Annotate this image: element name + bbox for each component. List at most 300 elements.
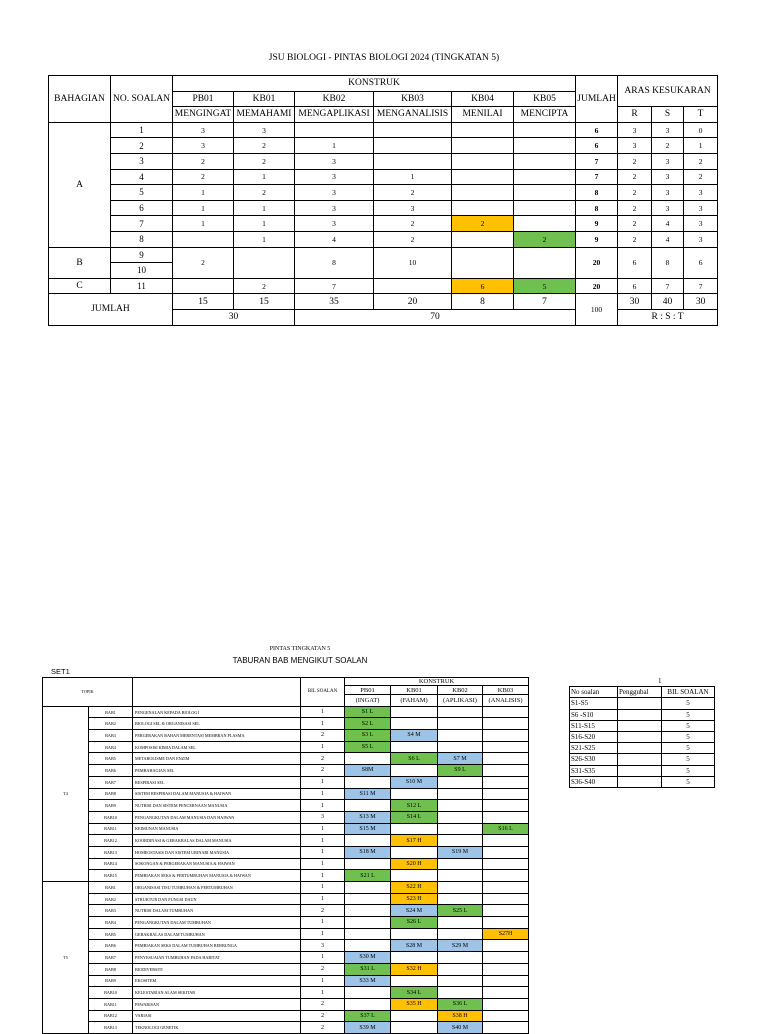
- bab-cell: BAB15: [89, 870, 133, 882]
- table-row: [43, 917, 529, 929]
- question-cell: [483, 893, 529, 905]
- jumlah-cell: 7: [576, 153, 618, 169]
- konstruk-cell: [374, 153, 452, 169]
- bab-cell: BAB8: [89, 963, 133, 975]
- question-cell: S13 M: [345, 811, 391, 823]
- aras-r-cell: 6: [618, 247, 652, 278]
- total-cell: 20: [374, 294, 452, 310]
- question-cell: S18 M: [345, 846, 391, 858]
- question-cell: [438, 811, 483, 823]
- topic-cell: TEKNOLOGI GENETIK: [133, 1022, 301, 1034]
- question-cell: [483, 800, 529, 812]
- bab-cell: BAB7: [89, 952, 133, 964]
- question-cell: [391, 870, 438, 882]
- konstruk-cell: 4: [295, 231, 374, 247]
- side-header: BIL SOALAN: [662, 687, 715, 698]
- total-jumlah: 100: [576, 294, 618, 325]
- bil-cell: 2: [301, 730, 345, 742]
- total-label: JUMLAH: [49, 294, 173, 325]
- konstruk-cell: 1: [234, 231, 295, 247]
- question-cell: [438, 741, 483, 753]
- aras-t-cell: 2: [684, 153, 718, 169]
- topic-cell: PENGANGKUTAN DALAM MANUSIA DAN HAIWAN: [133, 811, 301, 823]
- question-cell: [483, 858, 529, 870]
- aras-r-cell: 6: [618, 278, 652, 294]
- bil-cell: 2: [301, 963, 345, 975]
- side-bil: 5: [662, 720, 715, 731]
- bab-cell: BAB5: [89, 753, 133, 765]
- table-row: [43, 893, 529, 905]
- aras-r-cell: 2: [618, 200, 652, 216]
- jumlah-cell: 20: [576, 278, 618, 294]
- side-bil: 5: [662, 743, 715, 754]
- side-bil: 5: [662, 765, 715, 776]
- bab-cell: BAB7: [89, 776, 133, 788]
- topic-cell: SOKONGAN & PERGERAKAN MANUSIA & HAIWAN: [133, 858, 301, 870]
- topic-cell: BIODIVERSITI: [133, 963, 301, 975]
- konstruk-cell: [374, 138, 452, 154]
- bil-cell: 1: [301, 952, 345, 964]
- aras-s-cell: 3: [652, 122, 684, 138]
- aras-t-cell: 3: [684, 231, 718, 247]
- question-cell: [391, 1010, 438, 1022]
- question-cell: [345, 940, 391, 952]
- bil-cell: 1: [301, 893, 345, 905]
- aras-t-cell: 3: [684, 200, 718, 216]
- jumlah-cell: 20: [576, 247, 618, 278]
- bab-cell: BAB4: [89, 741, 133, 753]
- pintas-subtitle: TABURAN BAB MENGIKUT SOALAN: [232, 656, 368, 665]
- question-cell: S11 M: [345, 788, 391, 800]
- question-cell: [483, 917, 529, 929]
- topic-cell: BIOLOGI SEL & ORGANISASI SEL: [133, 718, 301, 730]
- bil-cell: 3: [301, 940, 345, 952]
- side-penggubal: [618, 765, 662, 776]
- question-no: 6: [111, 200, 173, 216]
- header-jumlah: JUMLAH: [576, 76, 618, 123]
- topic-cell: PEMBIAKAN SEKS DALAM TUMBUHAN BERBUNGA: [133, 940, 301, 952]
- bil-cell: 1: [301, 928, 345, 940]
- konstruk-cell: [452, 185, 514, 201]
- question-cell: S30 M: [345, 952, 391, 964]
- side-bil: 5: [662, 776, 715, 787]
- table-row: [43, 776, 529, 788]
- side-penggubal: [618, 776, 662, 787]
- question-cell: [483, 882, 529, 894]
- question-cell: S27H: [483, 928, 529, 940]
- question-cell: [438, 730, 483, 742]
- bil-cell: 1: [301, 800, 345, 812]
- question-cell: [483, 741, 529, 753]
- header-bil: BIL SOALAN: [301, 678, 345, 707]
- total-r: 30: [618, 294, 652, 310]
- konstruk-cell: 2: [452, 216, 514, 232]
- table-row: [43, 963, 529, 975]
- konstruk-cell: [452, 169, 514, 185]
- bab-cell: BAB9: [89, 975, 133, 987]
- question-cell: [438, 893, 483, 905]
- aras-s-cell: 3: [652, 153, 684, 169]
- side-penggubal: [618, 698, 662, 709]
- question-cell: [345, 893, 391, 905]
- table-row: [43, 905, 529, 917]
- header-bahagian: BAHAGIAN: [49, 76, 111, 123]
- question-cell: S15 M: [345, 823, 391, 835]
- side-bil: 5: [662, 754, 715, 765]
- bab-cell: BAB14: [89, 858, 133, 870]
- konstruk-cell: [514, 138, 576, 154]
- konstruk-cell: [374, 122, 452, 138]
- header-level: MENILAI: [452, 107, 514, 123]
- topic-cell: KEIMUNAN MANUSIA: [133, 823, 301, 835]
- konstruk-cell: 1: [173, 185, 234, 201]
- bil-cell: 1: [301, 718, 345, 730]
- topic-cell: HOMEOSTASIS DAN SISTEM URINARI MANUSIA: [133, 846, 301, 858]
- question-cell: [345, 753, 391, 765]
- konstruk-cell: 2: [374, 216, 452, 232]
- konstruk-cell: [452, 231, 514, 247]
- document-title: JSU BIOLOGI - PINTAS BIOLOGI 2024 (TINGKATAN 5): [268, 53, 500, 63]
- topic-cell: KOMPOSISI KIMIA DALAM SEL: [133, 741, 301, 753]
- question-cell: [438, 776, 483, 788]
- question-cell: [483, 846, 529, 858]
- question-cell: [438, 928, 483, 940]
- header-level: MENGINGAT: [173, 107, 234, 123]
- question-cell: [483, 753, 529, 765]
- bil-cell: 2: [301, 905, 345, 917]
- konstruk-cell: [234, 247, 295, 278]
- konstruk-cell: [514, 169, 576, 185]
- header-konstruk: KONSTRUK: [345, 678, 529, 686]
- side-row: [570, 776, 715, 787]
- konstruk-cell: 1: [234, 216, 295, 232]
- header-level: (INGAT): [345, 695, 391, 707]
- topic-cell: PENYESUAIAN TUMBUHAN PADA HABITAT: [133, 952, 301, 964]
- table-row: [43, 975, 529, 987]
- question-no: 8: [111, 231, 173, 247]
- konstruk-cell: 2: [234, 185, 295, 201]
- header-code: PB01: [345, 686, 391, 695]
- aras-r-cell: 2: [618, 216, 652, 232]
- question-cell: [391, 952, 438, 964]
- question-cell: S26 L: [391, 917, 438, 929]
- konstruk-cell: [452, 200, 514, 216]
- header-code: KB03: [483, 686, 529, 695]
- side-row: [570, 720, 715, 731]
- question-cell: [391, 788, 438, 800]
- konstruk-cell: 3: [234, 122, 295, 138]
- bab-cell: BAB10: [89, 811, 133, 823]
- topic-cell: PERGERAKAN BAHAN MERENTASI MEMBRAN PLASMA: [133, 730, 301, 742]
- group-label: T4: [43, 706, 89, 881]
- side-bil: 5: [662, 731, 715, 742]
- bab-cell: BAB12: [89, 835, 133, 847]
- question-cell: S19 M: [438, 846, 483, 858]
- question-cell: [483, 718, 529, 730]
- side-row: [570, 743, 715, 754]
- bab-cell: BAB1: [89, 706, 133, 718]
- bil-cell: 1: [301, 823, 345, 835]
- aras-s-cell: 3: [652, 200, 684, 216]
- aras-r-cell: 2: [618, 153, 652, 169]
- question-cell: S29 M: [438, 940, 483, 952]
- jumlah-cell: 6: [576, 138, 618, 154]
- table-row: [43, 730, 529, 742]
- bil-cell: 2: [301, 765, 345, 777]
- header-level: (FAHAM): [391, 695, 438, 707]
- question-cell: [438, 882, 483, 894]
- bil-cell: 2: [301, 753, 345, 765]
- question-cell: [345, 905, 391, 917]
- side-range: S1-S5: [570, 698, 618, 709]
- side-penggubal: [618, 720, 662, 731]
- aras-t-cell: 7: [684, 278, 718, 294]
- table-row: [43, 835, 529, 847]
- question-no: 7: [111, 216, 173, 232]
- question-cell: [438, 858, 483, 870]
- topic-cell: STRUKTUR DAN FUNGSI DAUN: [133, 893, 301, 905]
- aras-s-cell: 2: [652, 138, 684, 154]
- aras-t-cell: 0: [684, 122, 718, 138]
- question-cell: S28 M: [391, 940, 438, 952]
- question-cell: [438, 788, 483, 800]
- table-row: [43, 1010, 529, 1022]
- header-code: KB05: [514, 91, 576, 107]
- question-cell: S37 L: [345, 1010, 391, 1022]
- bil-cell: 1: [301, 858, 345, 870]
- question-cell: S5 L: [345, 741, 391, 753]
- question-cell: S33 M: [345, 975, 391, 987]
- header-code: KB01: [234, 91, 295, 107]
- header-code: KB04: [452, 91, 514, 107]
- konstruk-cell: [514, 185, 576, 201]
- aras-s-cell: 8: [652, 247, 684, 278]
- jumlah-cell: 9: [576, 231, 618, 247]
- question-cell: [483, 765, 529, 777]
- side-range: S36-S40: [570, 776, 618, 787]
- question-cell: S36 L: [438, 998, 483, 1010]
- question-cell: [391, 823, 438, 835]
- konstruk-cell: 2: [173, 169, 234, 185]
- side-bil: 5: [662, 698, 715, 709]
- konstruk-cell: 5: [514, 278, 576, 294]
- topic-cell: NUTRISI DAN SISTEM PENCERNAAN MANUSIA: [133, 800, 301, 812]
- question-cell: S4 M: [391, 730, 438, 742]
- konstruk-cell: 7: [295, 278, 374, 294]
- bab-cell: BAB3: [89, 730, 133, 742]
- question-cell: [391, 975, 438, 987]
- topic-cell: SISTEM RESPIRASI DALAM MANUSIA & HAIWAN: [133, 788, 301, 800]
- side-range: S11-S15: [570, 720, 618, 731]
- bab-cell: BAB10: [89, 987, 133, 999]
- question-no: 2: [111, 138, 173, 154]
- question-cell: S14 L: [391, 811, 438, 823]
- question-cell: [483, 940, 529, 952]
- jumlah-cell: 9: [576, 216, 618, 232]
- topic-cell: KOORDINASI & GERAKBALAS DALAM MANUSIA: [133, 835, 301, 847]
- bab-cell: BAB8: [89, 788, 133, 800]
- header-level: (APLIKASI): [438, 695, 483, 707]
- table-row: [43, 987, 529, 999]
- question-cell: [391, 741, 438, 753]
- bab-cell: BAB1: [89, 882, 133, 894]
- question-cell: [345, 835, 391, 847]
- total-cell: 15: [173, 294, 234, 310]
- question-cell: S12 L: [391, 800, 438, 812]
- section-label: A: [49, 122, 111, 247]
- topic-cell: GERAKBALAS DALAM TUMBUHAN: [133, 928, 301, 940]
- question-cell: [483, 1010, 529, 1022]
- side-bil: 5: [662, 709, 715, 720]
- bab-cell: BAB11: [89, 823, 133, 835]
- question-cell: S8M: [345, 765, 391, 777]
- side-row: [570, 754, 715, 765]
- question-cell: S25 L: [438, 905, 483, 917]
- question-cell: S20 H: [391, 858, 438, 870]
- jsu-table: [48, 75, 718, 326]
- aras-s-cell: 4: [652, 216, 684, 232]
- table-row: [43, 811, 529, 823]
- question-cell: [438, 835, 483, 847]
- konstruk-cell: 1: [374, 169, 452, 185]
- question-cell: [483, 730, 529, 742]
- question-no: 3: [111, 153, 173, 169]
- topic-cell: RESPIRASI SEL: [133, 776, 301, 788]
- table-row: [43, 788, 529, 800]
- question-no: 10: [111, 263, 173, 279]
- total-cell: 35: [295, 294, 374, 310]
- question-cell: [438, 870, 483, 882]
- set-label: SET1: [51, 667, 70, 676]
- header-code: KB01: [391, 686, 438, 695]
- bil-cell: 1: [301, 975, 345, 987]
- question-cell: [483, 963, 529, 975]
- header-code: KB02: [438, 686, 483, 695]
- total-cell: 7: [514, 294, 576, 310]
- konstruk-cell: 2: [173, 153, 234, 169]
- section-label: C: [49, 278, 111, 294]
- bab-cell: BAB2: [89, 893, 133, 905]
- topic-cell: VARIASI: [133, 1010, 301, 1022]
- side-range: S6 -S10: [570, 709, 618, 720]
- side-penggubal: [618, 731, 662, 742]
- konstruk-cell: [514, 153, 576, 169]
- total-t: 30: [684, 294, 718, 310]
- konstruk-cell: [295, 122, 374, 138]
- konstruk-cell: 2: [374, 231, 452, 247]
- question-cell: [438, 975, 483, 987]
- section-label: B: [49, 247, 111, 278]
- question-cell: S35 H: [391, 998, 438, 1010]
- bil-cell: 1: [301, 870, 345, 882]
- question-cell: [345, 998, 391, 1010]
- question-cell: S21 L: [345, 870, 391, 882]
- question-cell: S39 M: [345, 1022, 391, 1034]
- aras-s-cell: 3: [652, 185, 684, 201]
- konstruk-cell: 2: [173, 247, 234, 278]
- side-range: S26-S30: [570, 754, 618, 765]
- aras-r-cell: 2: [618, 231, 652, 247]
- question-cell: [438, 718, 483, 730]
- topic-cell: PENGANGKUTAN DALAM TUMBUHAN: [133, 917, 301, 929]
- table-row: [43, 753, 529, 765]
- question-cell: [483, 776, 529, 788]
- header-aras: ARAS KESUKARAN: [618, 76, 718, 107]
- question-cell: S22 H: [391, 882, 438, 894]
- question-cell: S24 M: [391, 905, 438, 917]
- konstruk-cell: 3: [173, 122, 234, 138]
- header-topik: TOPIK: [43, 678, 133, 707]
- question-cell: [438, 963, 483, 975]
- bil-cell: 2: [301, 1022, 345, 1034]
- side-header: No soalan: [570, 687, 618, 698]
- table-row: [43, 928, 529, 940]
- total-cell: 15: [234, 294, 295, 310]
- question-cell: S7 M: [438, 753, 483, 765]
- konstruk-cell: 3: [295, 216, 374, 232]
- konstruk-cell: [173, 278, 234, 294]
- konstruk-cell: 3: [295, 153, 374, 169]
- question-cell: [483, 998, 529, 1010]
- topic-cell: METABOLISME DAN ENZIM: [133, 753, 301, 765]
- ratio-label: R : S : T: [618, 309, 718, 325]
- question-cell: [345, 987, 391, 999]
- question-cell: S40 M: [438, 1022, 483, 1034]
- header-level: MEMAHAMI: [234, 107, 295, 123]
- konstruk-cell: 1: [173, 200, 234, 216]
- question-cell: [438, 823, 483, 835]
- topic-cell: NUTRISI DALAM TUMBUHAN: [133, 905, 301, 917]
- table-row: [43, 882, 529, 894]
- bab-cell: BAB11: [89, 998, 133, 1010]
- total-cell: 8: [452, 294, 514, 310]
- bab-cell: BAB3: [89, 905, 133, 917]
- bil-cell: 3: [301, 811, 345, 823]
- question-no: 5: [111, 185, 173, 201]
- konstruk-cell: [452, 247, 514, 278]
- header-konstruk: KONSTRUK: [173, 76, 576, 92]
- aras-t-cell: 6: [684, 247, 718, 278]
- question-no: 4: [111, 169, 173, 185]
- question-cell: [391, 706, 438, 718]
- aras-t-cell: 3: [684, 216, 718, 232]
- bab-cell: BAB5: [89, 928, 133, 940]
- header-level: MENGANALISIS: [374, 107, 452, 123]
- question-cell: [483, 706, 529, 718]
- konstruk-cell: 1: [173, 216, 234, 232]
- question-cell: [438, 706, 483, 718]
- bil-cell: 1: [301, 987, 345, 999]
- question-cell: [345, 882, 391, 894]
- question-cell: S2 L: [345, 718, 391, 730]
- konstruk-cell: 1: [234, 169, 295, 185]
- aras-r-cell: 2: [618, 169, 652, 185]
- question-cell: [483, 987, 529, 999]
- topic-cell: ORGANISASI TISU TUMBUHAN & PERTUMBUHAN: [133, 882, 301, 894]
- question-cell: [438, 800, 483, 812]
- jumlah-cell: 8: [576, 200, 618, 216]
- topic-cell: PEMBAHAGIAN SEL: [133, 765, 301, 777]
- topic-cell: EKOSITEM: [133, 975, 301, 987]
- question-cell: [391, 846, 438, 858]
- table-row: [43, 706, 529, 718]
- table-row: [43, 940, 529, 952]
- question-cell: [438, 952, 483, 964]
- header-s: S: [652, 107, 684, 123]
- konstruk-cell: [514, 247, 576, 278]
- aras-t-cell: 1: [684, 138, 718, 154]
- side-top: 1: [618, 676, 662, 687]
